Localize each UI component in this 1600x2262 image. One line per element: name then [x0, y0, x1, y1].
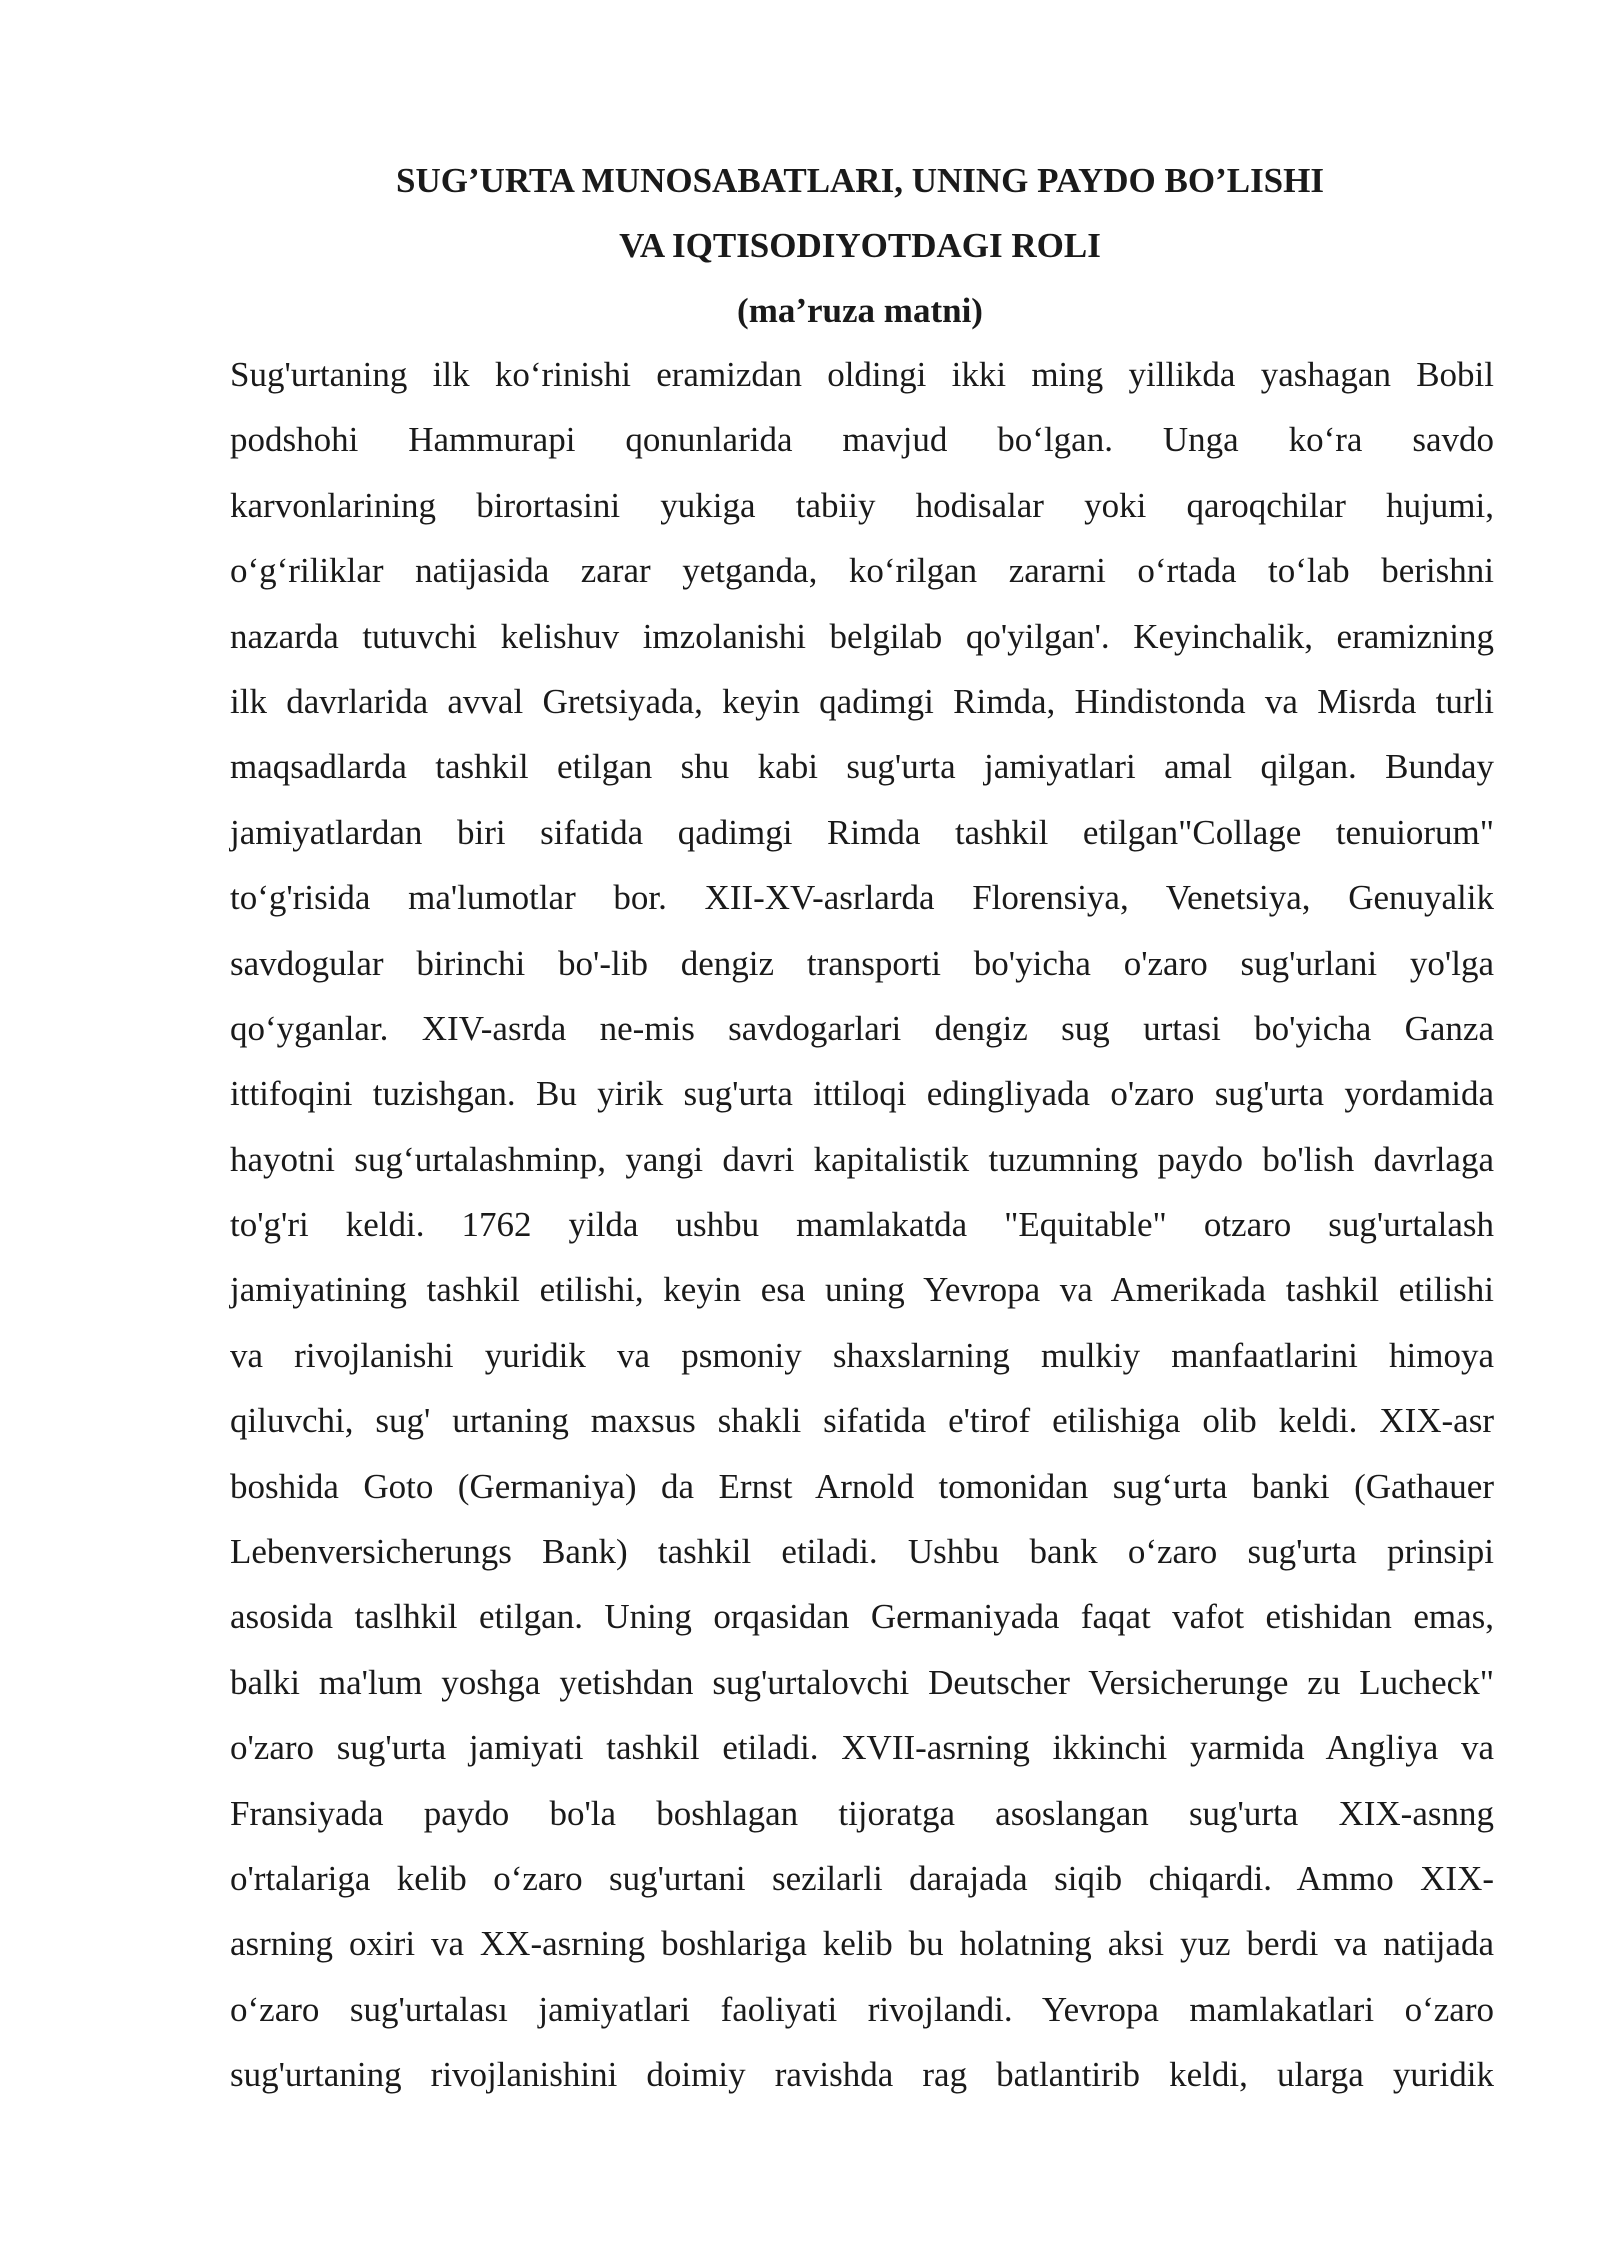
body-line: o‘zaro sug'urtalası jamiyatlari faoliyati rivojlandi. Yevropa mamlakatlari o‘zaro: [230, 1989, 1494, 2029]
body-line: ilk davrlarida avval Gretsiyada, keyin qadimgi Rimda, Hindistonda va Misrda turli: [230, 681, 1494, 721]
body-line: o'zaro sug'urta jamiyati tashkil etiladi. XVII-asrning ikkinchi yarmida Angliya va: [230, 1728, 1494, 1768]
body-line: asrning oxiri va XX-asrning boshlariga kelib bu holatning aksi yuz berdi va natijada: [230, 1924, 1494, 1964]
body-line: jamiyatining tashkil etilishi, keyin esa uning Yevropa va Amerikada tashkil etilishi: [230, 1270, 1494, 1310]
body-line: qiluvchi, sug' urtaning maxsus shakli sifatida e'tirof etilishiga olib keldi. XIX-asr: [230, 1401, 1494, 1441]
body-line: balki ma'lum yoshga yetishdan sug'urtalovchi Deutscher Versicherunge zu Lucheck": [230, 1662, 1494, 1702]
body-line: podshohi Hammurapi qonunlarida mavjud bo‘lgan. Unga ko‘ra savdo: [230, 420, 1494, 460]
document-title: [230, 148, 1490, 343]
body-line: karvonlarining birortasini yukiga tabiiy hodisalar yoki qaroqchilar hujumi,: [230, 485, 1494, 525]
body-line: boshida Goto (Germaniya) da Ernst Arnold tomonidan sug‘urta banki (Gathauer: [230, 1466, 1494, 1506]
title-line-2: VA IQTISODIYOTDAGI ROLI: [619, 226, 1101, 265]
title-line-3-subtitle: (ma’ruza matni): [737, 291, 983, 330]
body-line: ittifoqini tuzishgan. Bu yirik sug'urta ittiloqi edingliyada o'zaro sug'urta yordamida: [230, 1074, 1494, 1114]
body-line: Fransiyada paydo bo'la boshlagan tijoratga asoslangan sug'urta XIX-asnng: [230, 1793, 1494, 1833]
body-line: qo‘yganlar. XIV-asrda ne-mis savdogarlari dengiz sug urtasi bo'yicha Ganza: [230, 1008, 1494, 1048]
body-line: o‘g‘riliklar natijasida zarar yetganda, ko‘rilgan zararni o‘rtada to‘lab berishni: [230, 551, 1494, 591]
body-paragraph: [230, 342, 1494, 2108]
body-line: savdogular birinchi bo'-lib dengiz transporti bo'yicha o'zaro sug'urlani yo'lga: [230, 943, 1494, 983]
body-line: Sug'urtaning ilk ko‘rinishi eramizdan oldingi ikki ming yillikda yashagan Bobil: [230, 355, 1494, 394]
body-line: nazarda tutuvchi kelishuv imzolanishi belgilab qo'yilgan'. Keyinchalik, eramizning: [230, 616, 1494, 656]
body-line: Lebenversicherungs Bank) tashkil etiladi. Ushbu bank o‘zaro sug'urta prinsipi: [230, 1532, 1494, 1572]
body-line: o'rtalariga kelib o‘zaro sug'urtani sezilarli darajada siqib chiqardi. Ammo XIX-: [230, 1858, 1494, 1898]
body-line: maqsadlarda tashkil etilgan shu kabi sug'urta jamiyatlari amal qilgan. Bunday: [230, 747, 1494, 787]
body-line: hayotni sug‘urtalashminp, yangi davri kapitalistik tuzumning paydo bo'lish davrlaga: [230, 1139, 1494, 1179]
body-line: asosida taslhkil etilgan. Uning orqasidan Germaniyada faqat vafot etishidan emas,: [230, 1597, 1494, 1637]
body-line: jamiyatlardan biri sifatida qadimgi Rimda tashkil etilgan"Collage tenuiorum": [230, 812, 1494, 852]
body-line: sug'urtaning rivojlanishini doimiy ravishda rag batlantirib keldi, ularga yuridik: [230, 2055, 1494, 2095]
body-line: to‘g'risida ma'lumotlar bor. XII-XV-asrlarda Florensiya, Venetsiya, Genuyalik: [230, 878, 1494, 918]
body-line: va rivojlanishi yuridik va psmoniy shaxslarning mulkiy manfaatlarini himoya: [230, 1335, 1494, 1375]
body-line: to'g'ri keldi. 1762 yilda ushbu mamlakatda "Equitable" otzaro sug'urtalash: [230, 1205, 1494, 1245]
title-line-1: SUG’URTA MUNOSABATLARI, UNING PAYDO BO’LISHI: [395, 161, 1324, 200]
